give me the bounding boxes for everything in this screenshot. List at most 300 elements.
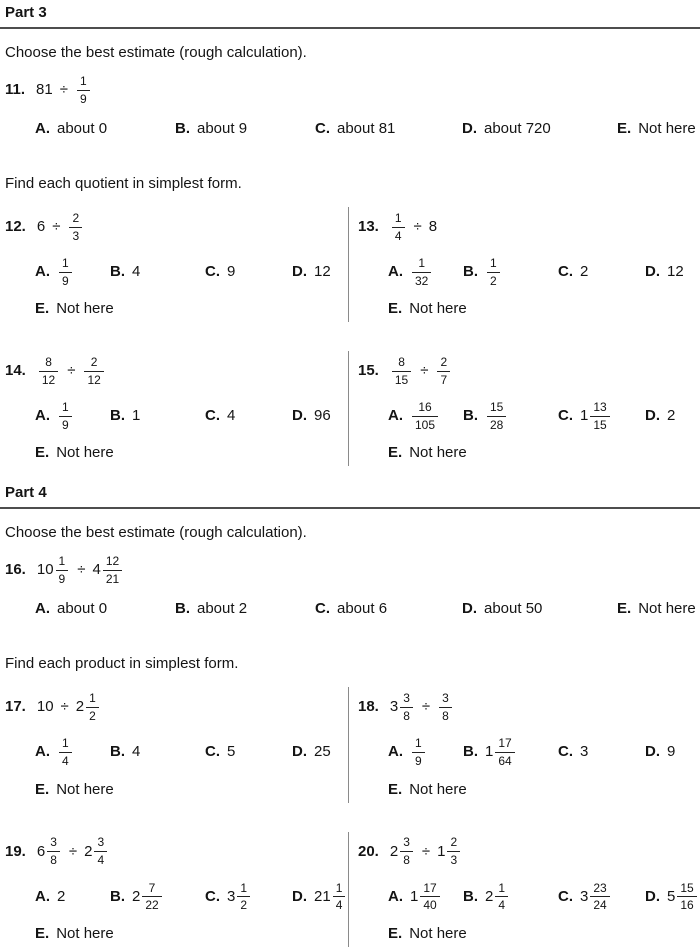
column-left: [0, 207, 348, 322]
whole-number: 2: [132, 887, 141, 905]
whole-number: 4: [132, 263, 141, 281]
problem-17: [5, 689, 348, 798]
option-letter: E.: [388, 444, 403, 462]
fraction: [412, 737, 425, 767]
option-letter: C.: [205, 743, 220, 761]
option-letter: C.: [205, 407, 220, 425]
numerator: 8: [39, 356, 58, 372]
option-letter: D.: [292, 407, 307, 425]
denominator: 12: [87, 372, 101, 387]
option-d: [462, 600, 617, 618]
option-letter: D.: [462, 600, 477, 618]
option-value: Not here: [56, 924, 114, 942]
option-letter: D.: [462, 120, 477, 137]
problem-18-statement: [358, 689, 700, 725]
whole-number: 2: [667, 407, 676, 425]
option-value: [57, 600, 107, 618]
option-b: [463, 257, 558, 287]
option-value: [667, 407, 675, 425]
option-letter: A.: [35, 743, 50, 761]
problem-number: 15.: [358, 362, 379, 380]
column-left: [0, 832, 348, 947]
operand-left: [390, 356, 413, 386]
option-e: [388, 300, 700, 318]
fraction: [56, 555, 69, 585]
option-value: [337, 120, 395, 138]
option-value: [484, 120, 551, 138]
denominator: 32: [415, 273, 429, 288]
option-letter: C.: [205, 263, 220, 281]
numerator: 15: [487, 401, 506, 417]
numerator: 1: [77, 75, 90, 91]
problem-expression: [36, 75, 92, 105]
fraction: [103, 555, 122, 585]
problem-expression: [390, 692, 454, 722]
whole-number: 12: [667, 263, 684, 281]
numerator: 2: [447, 836, 460, 852]
whole-number: Not here: [638, 600, 696, 618]
whole-number: about 720: [484, 120, 551, 137]
numerator: 15: [677, 882, 696, 898]
whole-number: about 9: [197, 120, 248, 137]
option-value: [227, 743, 235, 761]
whole-number: 5: [227, 743, 236, 761]
option-letter: E.: [35, 444, 50, 462]
option-c: [315, 120, 462, 138]
option-d: [292, 743, 348, 761]
denominator: 9: [62, 417, 69, 432]
whole-number: 6: [36, 218, 46, 235]
numerator: 1: [59, 401, 72, 417]
option-d: [462, 120, 617, 138]
whole-number: 81: [36, 81, 53, 98]
problem-20: [358, 834, 700, 943]
option-letter: B.: [110, 887, 125, 905]
whole-number: 2: [580, 263, 589, 281]
option-a: [388, 882, 463, 912]
option-value: [485, 882, 510, 912]
option-d: [645, 263, 700, 281]
division-sign: ÷: [421, 698, 431, 716]
numerator: 17: [420, 882, 439, 898]
estimate-instruction-part4: Choose the best estimate (rough calculation).: [5, 524, 307, 542]
whole-number: about 81: [337, 120, 396, 137]
option-letter: C.: [558, 407, 573, 425]
option-letter: A.: [35, 263, 50, 281]
problem-14-statement: [5, 353, 348, 389]
problem-11-statement: [5, 72, 700, 108]
denominator: 8: [442, 708, 449, 723]
fraction: [487, 257, 500, 287]
option-letter: B.: [463, 263, 478, 281]
option-d: [292, 882, 348, 912]
whole-number: 1: [580, 407, 589, 425]
problem-number: 13.: [358, 218, 379, 235]
option-value: [227, 263, 235, 281]
option-letter: E.: [35, 300, 50, 318]
denominator: 8: [403, 853, 410, 868]
denominator: 12: [41, 372, 56, 387]
option-value: [580, 401, 612, 431]
option-value: [314, 882, 347, 912]
whole-number: 2: [75, 698, 85, 716]
option-value: [580, 743, 588, 761]
option-letter: E.: [388, 780, 403, 798]
whole-number: 3: [227, 887, 236, 905]
whole-number: about 0: [57, 120, 108, 137]
denominator: 24: [593, 898, 607, 913]
column-left: [0, 687, 348, 802]
fraction: [400, 692, 413, 722]
numerator: 23: [590, 882, 609, 898]
whole-number: 1: [410, 887, 419, 905]
option-a: [388, 401, 463, 431]
option-letter: C.: [205, 887, 220, 905]
division-sign: ÷: [67, 362, 76, 380]
operand-left: [390, 212, 407, 242]
option-d: [645, 743, 700, 761]
option-value: [410, 882, 442, 912]
numerator: 12: [103, 555, 122, 571]
option-b: [110, 407, 205, 425]
denominator: 3: [450, 853, 458, 868]
division-sign: ÷: [59, 81, 68, 98]
option-value: [485, 257, 502, 287]
operand-left: [36, 81, 53, 99]
option-letter: D.: [292, 743, 307, 761]
whole-number: about 6: [337, 600, 388, 618]
whole-number: about 0: [57, 600, 108, 618]
numerator: 2: [69, 212, 82, 228]
option-d: [292, 263, 348, 281]
fraction: [447, 836, 460, 866]
option-letter: C.: [558, 743, 573, 761]
operand-right: [429, 218, 437, 236]
column-right: [348, 207, 700, 322]
option-c: [205, 882, 292, 912]
denominator: 9: [62, 273, 69, 288]
option-letter: D.: [292, 263, 307, 281]
problem-16-statement: [5, 552, 700, 588]
option-value: Not here: [409, 300, 467, 318]
numerator: 2: [437, 356, 450, 372]
option-value: [485, 737, 517, 767]
numerator: 3: [439, 692, 452, 708]
problem-12-statement: [5, 209, 348, 245]
option-e: [35, 444, 348, 462]
option-a: [35, 888, 110, 906]
whole-number: 3: [389, 698, 399, 716]
problem-14: [5, 353, 348, 462]
option-value: [197, 120, 247, 138]
whole-number: 12: [314, 263, 331, 281]
whole-number: 2: [57, 887, 66, 905]
numerator: 1: [56, 555, 69, 571]
whole-number: 25: [314, 743, 331, 761]
options-row: [35, 882, 348, 912]
numerator: 1: [495, 882, 508, 898]
denominator: 22: [145, 898, 159, 913]
option-value: [410, 401, 440, 431]
problem-expression: [37, 836, 109, 866]
option-e: [388, 444, 700, 462]
denominator: 16: [680, 898, 694, 913]
option-letter: A.: [388, 743, 403, 761]
operand-right: [437, 836, 462, 866]
numerator: 16: [412, 401, 438, 417]
option-c: [205, 407, 292, 425]
option-value: [57, 257, 74, 287]
operand-left: [37, 836, 62, 866]
option-letter: B.: [110, 407, 125, 425]
division-sign: ÷: [68, 842, 78, 860]
option-value: [410, 737, 427, 767]
option-c: [558, 743, 645, 761]
fraction: [487, 401, 506, 431]
denominator: 4: [498, 898, 506, 913]
problem-19: [5, 834, 348, 943]
option-value: [314, 743, 331, 761]
option-letter: E.: [388, 300, 403, 318]
fraction: [495, 882, 508, 912]
denominator: 4: [335, 898, 343, 913]
problem-expression: [37, 212, 84, 242]
option-value: Not here: [56, 444, 114, 462]
option-letter: C.: [315, 120, 330, 137]
numerator: 2: [84, 356, 103, 372]
option-letter: A.: [35, 600, 50, 618]
option-e: [388, 925, 700, 943]
option-letter: A.: [35, 120, 50, 137]
option-value: Not here: [409, 780, 467, 798]
option-value: [667, 743, 675, 761]
numerator: 13: [590, 401, 609, 417]
whole-number: 21: [314, 887, 331, 905]
option-value: Not here: [409, 924, 467, 942]
denominator: 9: [58, 571, 66, 586]
fraction: [412, 257, 431, 287]
option-letter: D.: [292, 887, 307, 905]
option-value: [227, 407, 235, 425]
option-value: [197, 600, 247, 618]
option-letter: E.: [388, 924, 403, 942]
whole-number: 3: [580, 743, 589, 761]
denominator: 28: [490, 417, 504, 432]
fraction: [590, 882, 609, 912]
problem-15: [358, 353, 700, 462]
operand-left: [37, 218, 45, 236]
option-value: [638, 600, 696, 618]
fraction: [59, 401, 72, 431]
operand-right: [92, 555, 124, 585]
whole-number: 10: [36, 698, 54, 716]
fraction: [47, 836, 60, 866]
fraction: [677, 882, 696, 912]
option-e: [35, 925, 348, 943]
option-value: [667, 263, 684, 281]
problem-number: 19.: [5, 842, 26, 860]
fraction: [142, 882, 161, 912]
part-4-heading: Part 4: [0, 480, 700, 509]
whole-number: 4: [92, 561, 101, 579]
operand-left: [390, 836, 415, 866]
operand-right: [75, 75, 92, 105]
options-row: [35, 114, 700, 144]
whole-number: 1: [485, 743, 494, 761]
problem-expression: [37, 692, 101, 722]
option-letter: B.: [175, 600, 190, 618]
denominator: 4: [394, 228, 402, 243]
operand-left: [37, 555, 70, 585]
problem-row-17-18: [0, 687, 700, 802]
option-b: [110, 263, 205, 281]
option-value: [57, 120, 107, 138]
whole-number: 9: [227, 263, 236, 281]
fraction: [77, 75, 90, 105]
options-row: [388, 882, 700, 912]
option-letter: E.: [617, 600, 632, 618]
problem-19-statement: [5, 834, 348, 870]
operand-right: [76, 692, 101, 722]
numerator: 3: [94, 836, 107, 852]
division-sign: ÷: [77, 561, 86, 579]
whole-number: 1: [437, 842, 446, 860]
denominator: 15: [394, 372, 409, 387]
option-letter: E.: [35, 780, 50, 798]
option-b: [175, 600, 315, 618]
denominator: 4: [97, 853, 105, 868]
problem-number: 17.: [5, 698, 26, 716]
option-d: [645, 407, 700, 425]
option-letter: A.: [35, 407, 50, 425]
denominator: 8: [403, 708, 410, 723]
column-right: [348, 351, 700, 466]
option-value: [337, 600, 387, 618]
option-a: [388, 257, 463, 287]
numerator: 3: [400, 692, 413, 708]
fraction: [59, 257, 72, 287]
option-letter: B.: [110, 263, 125, 281]
option-a: [388, 737, 463, 767]
whole-number: 9: [667, 743, 676, 761]
problem-row-12-13: [0, 207, 700, 322]
division-sign: ÷: [413, 218, 422, 235]
numerator: 1: [487, 257, 500, 273]
operand-left: [37, 698, 54, 716]
option-c: [558, 401, 645, 431]
numerator: 1: [412, 257, 431, 273]
options-row: [35, 594, 700, 624]
denominator: 2: [89, 708, 96, 723]
option-letter: A.: [388, 887, 403, 905]
fraction: [420, 882, 439, 912]
denominator: 2: [490, 273, 497, 288]
fraction: [84, 356, 103, 386]
fraction: [400, 836, 413, 866]
option-b: [463, 737, 558, 767]
option-value: [410, 257, 433, 287]
division-sign: ÷: [52, 218, 61, 235]
fraction: [333, 882, 346, 912]
numerator: 7: [142, 882, 161, 898]
division-sign: ÷: [421, 842, 431, 860]
denominator: 105: [415, 417, 436, 432]
problem-number: 16.: [5, 561, 26, 579]
numerator: 1: [333, 882, 346, 898]
option-a: [35, 600, 175, 618]
option-letter: D.: [645, 263, 660, 281]
option-a: [35, 257, 110, 287]
fraction: [59, 737, 72, 767]
whole-number: 2: [389, 842, 399, 860]
option-e: [35, 781, 348, 799]
option-b: [110, 882, 205, 912]
option-value: [57, 737, 74, 767]
whole-number: 96: [314, 407, 331, 425]
options-row: [35, 737, 348, 767]
problem-row-19-20: [0, 832, 700, 947]
whole-number: 3: [580, 887, 589, 905]
fraction: [237, 882, 250, 912]
options-row: [35, 401, 348, 431]
denominator: 4: [62, 753, 69, 768]
whole-number: 2: [84, 842, 93, 860]
option-letter: C.: [558, 887, 573, 905]
whole-number: 6: [36, 842, 46, 860]
option-value: [638, 120, 696, 138]
whole-number: 10: [36, 561, 54, 579]
whole-number: Not here: [638, 120, 696, 137]
fraction: [437, 356, 450, 386]
option-value: [57, 401, 74, 431]
quotient-instruction: Find each quotient in simplest form.: [5, 175, 242, 192]
operand-left: [390, 692, 415, 722]
option-b: [175, 120, 315, 138]
problem-number: 18.: [358, 698, 379, 716]
option-letter: B.: [463, 407, 478, 425]
option-letter: B.: [463, 743, 478, 761]
option-letter: D.: [645, 743, 660, 761]
problem-number: 12.: [5, 218, 26, 235]
column-left: [0, 351, 348, 466]
numerator: 1: [86, 692, 99, 708]
problem-row-14-15: [0, 351, 700, 466]
numerator: 3: [400, 836, 413, 852]
operand-right: [82, 356, 105, 386]
problem-expression: [390, 836, 462, 866]
whole-number: 1: [132, 407, 141, 425]
numerator: 1: [412, 737, 425, 753]
whole-number: 4: [132, 743, 141, 761]
problem-15-statement: [358, 353, 700, 389]
option-e: [617, 120, 700, 138]
option-c: [315, 600, 462, 618]
fraction: [392, 356, 411, 386]
option-c: [205, 263, 292, 281]
numerator: 8: [392, 356, 411, 372]
option-value: [667, 882, 699, 912]
numerator: 1: [59, 257, 72, 273]
option-value: Not here: [56, 300, 114, 318]
product-instruction: Find each product in simplest form.: [5, 655, 239, 673]
option-e: [617, 600, 700, 618]
option-d: [645, 882, 700, 912]
problem-number: 11.: [5, 81, 26, 98]
option-value: [132, 407, 140, 425]
option-value: [580, 263, 588, 281]
fraction: [412, 401, 438, 431]
option-value: [227, 882, 252, 912]
